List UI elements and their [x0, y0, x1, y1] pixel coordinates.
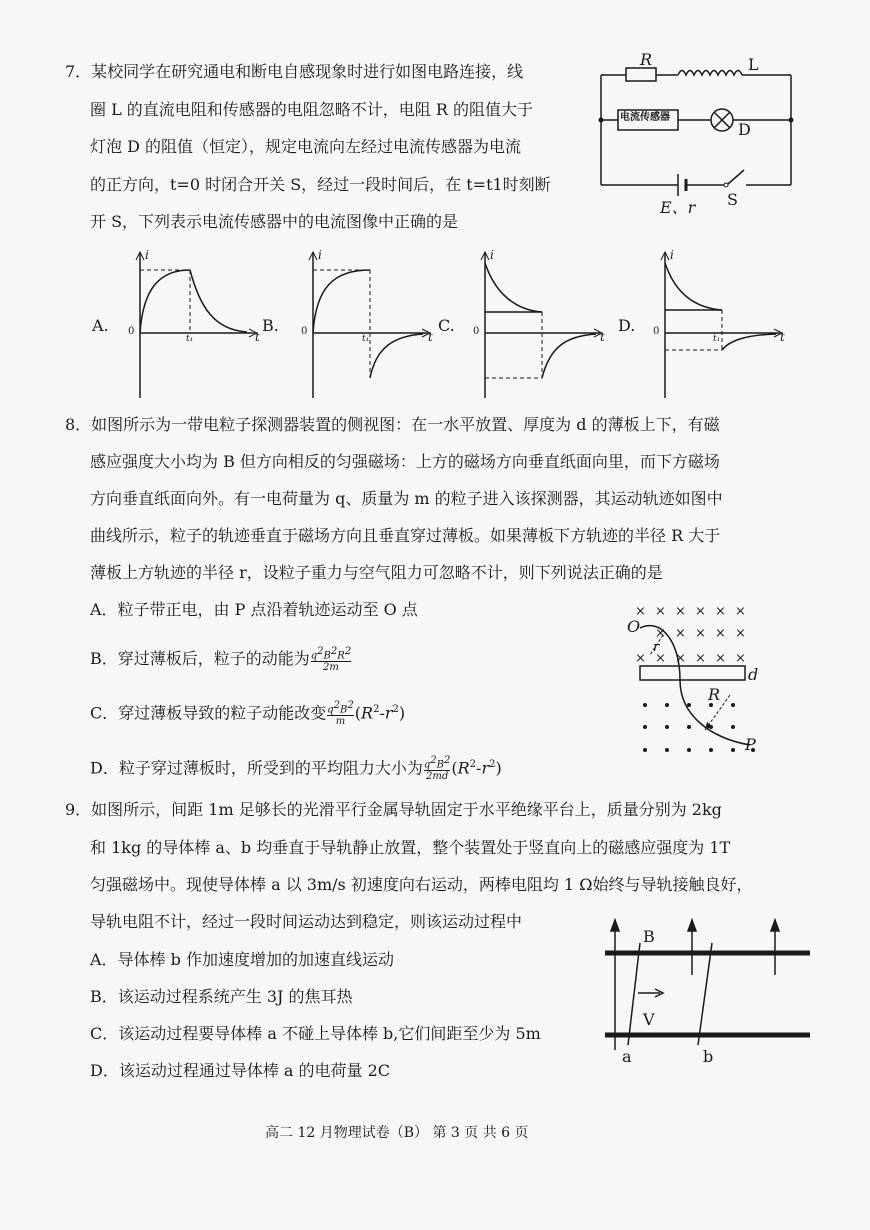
graph-d-t: t: [780, 330, 785, 344]
rod-b: [698, 943, 712, 1045]
rod-a: [628, 943, 640, 1045]
label-S: S: [727, 190, 738, 209]
label-R: R: [640, 50, 653, 69]
q8-line-4: 曲线所示，粒子的轨迹垂直于磁场方向且垂直穿过薄板。如果薄板下方轨迹的半径 R 大于: [90, 526, 721, 545]
q7-line-5: 开 S，下列表示电流传感器中的电流图像中正确的是: [90, 212, 459, 231]
q9-line-4: 导轨电阻不计，经过一段时间运动达到稳定，则该运动过程中: [90, 912, 523, 931]
svg-text:×: ×: [675, 651, 686, 666]
q8-option-d-formula: $\frac{q^2B^2}{2md}$: [423, 755, 451, 783]
field-arrows-B: [611, 920, 779, 1050]
q7-line-2: 圈 L 的直流电阻和传感器的电阻忽略不计，电阻 R 的阻值大于: [90, 100, 534, 119]
q9-line-2: 和 1kg 的导体棒 a、b 均垂直于导轨静止放置，整个装置处于竖直向上的磁感应强度为 1T: [90, 838, 731, 857]
svg-text:×: ×: [675, 626, 686, 641]
graph-a-t1: t₁: [186, 334, 194, 344]
graph-c-zero: 0: [473, 326, 480, 337]
svg-text:×: ×: [695, 651, 706, 666]
svg-text:×: ×: [675, 604, 686, 619]
q7-graph-a: [125, 248, 265, 403]
graph-a-t: t: [255, 330, 260, 344]
graph-b-t1: t₁: [362, 334, 370, 344]
q9-line-3: 匀强磁场中。现使导体棒 a 以 3m/s 初速度向右运动，两棒电阻均 1 Ω始终与导轨接触良好，: [90, 875, 753, 894]
q8-detector-figure: [625, 600, 765, 760]
graph-b-t: t: [428, 330, 433, 344]
q7-option-b[interactable]: B.: [262, 316, 279, 335]
q7-option-c[interactable]: C.: [438, 316, 455, 335]
q7-option-d[interactable]: D.: [618, 316, 636, 335]
inductor-coil: [678, 71, 742, 76]
graph-c-i: i: [490, 248, 494, 262]
q8-option-c-text: C．穿过薄板导致的粒子动能改变: [90, 703, 327, 723]
fig8-P: P: [745, 735, 756, 754]
graph-a-zero: 0: [128, 326, 135, 337]
graph-d-zero: 0: [653, 326, 660, 337]
q8-line-1: 8．如图所示为一带电粒子探测器装置的侧视图：在一水平放置、厚度为 d 的薄板上下，有磁: [65, 415, 720, 434]
q9-option-b[interactable]: B．该运动过程系统产生 3J 的焦耳热: [90, 987, 353, 1006]
svg-text:×: ×: [695, 604, 706, 619]
label-E-r: E、r: [660, 198, 696, 217]
label-current-sensor: 电流传感器: [620, 112, 670, 123]
q9-line-1: 9．如图所示，间距 1m 足够长的光滑平行金属导轨固定于水平绝缘平台上，质量分别为 2kg: [65, 800, 722, 819]
graph-b-i: i: [318, 248, 322, 262]
svg-text:×: ×: [735, 604, 746, 619]
fig9-B: B: [643, 927, 655, 946]
q8-line-5: 薄板上方轨迹的半径 r，设粒子重力与空气阻力可忽略不计，则下列说法正确的是: [90, 563, 663, 582]
graph-d-i: i: [670, 248, 674, 262]
q7-line-1: 7．某校同学在研究通电和断电自感现象时进行如图电路连接，线: [65, 62, 524, 81]
svg-text:×: ×: [635, 604, 646, 619]
q7-line-3: 灯泡 D 的阻值（恒定），规定电流向左经过电流传感器为电流: [90, 137, 522, 156]
q7-circuit-diagram: [596, 50, 806, 220]
svg-text:×: ×: [635, 651, 646, 666]
q9-option-c[interactable]: C．该运动过程要导体棒 a 不碰上导体棒 b,它们间距至少为 5m: [90, 1024, 541, 1043]
q8-line-3: 方向垂直纸面向外。有一电荷量为 q、质量为 m 的粒子进入该探测器，其运动轨迹如图中: [90, 489, 723, 508]
q7-graph-d: [650, 248, 790, 403]
svg-text:×: ×: [715, 626, 726, 641]
q7-graph-c: [470, 248, 610, 403]
svg-text:×: ×: [655, 626, 666, 641]
fig8-d: d: [748, 665, 759, 684]
q7-line-4: 的正方向，t=0 时闭合开关 S，经过一段时间后，在 t=t1时刻断: [90, 175, 551, 194]
svg-text:×: ×: [655, 651, 666, 666]
q8-option-d-text: D．粒子穿过薄板时，所受到的平均阻力大小为: [90, 758, 423, 778]
q8-option-b[interactable]: [90, 646, 352, 673]
svg-text:×: ×: [715, 651, 726, 666]
magnetic-field-into-page: [635, 604, 746, 666]
graph-d-t1: t₁: [713, 334, 721, 344]
fig8-O: O: [627, 617, 641, 636]
switch-S: [728, 170, 744, 184]
label-D: D: [738, 120, 751, 139]
q9-rails-figure: [600, 915, 815, 1065]
q8-option-c[interactable]: C．穿过薄板导致的粒子动能改变 $\frac{q^2B^2}{m}$ $(R^2-r^2)$: [90, 700, 406, 728]
fig8-R: R: [708, 685, 721, 704]
svg-text:×: ×: [655, 604, 666, 619]
graph-a-i: i: [145, 248, 149, 262]
magnetic-field-out-of-page: [643, 703, 755, 752]
graph-b-zero: 0: [301, 326, 308, 337]
graph-c-t: t: [600, 330, 605, 344]
page-footer: 高二 12 月物理试卷（B） 第 3 页 共 6 页: [265, 1125, 529, 1141]
q8-option-b-formula: $\frac{q^2B^2R^2}{2m}$: [310, 646, 352, 674]
svg-text:×: ×: [735, 626, 746, 641]
q8-line-2: 感应强度大小均为 B 但方向相反的匀强磁场：上方的磁场方向垂直纸面向里，而下方磁场: [90, 452, 720, 471]
fig9-a: a: [622, 1047, 632, 1066]
svg-text:×: ×: [715, 604, 726, 619]
thin-plate: [640, 666, 745, 680]
svg-text:×: ×: [735, 651, 746, 666]
fig8-r: r: [653, 640, 660, 655]
resistor-R: [626, 68, 656, 81]
q9-option-a[interactable]: A．导体棒 b 作加速度增加的加速直线运动: [90, 950, 394, 969]
q8-option-b-text: B．穿过薄板后，粒子的动能为: [90, 649, 310, 669]
q8-option-d[interactable]: D．粒子穿过薄板时，所受到的平均阻力大小为 $\frac{q^2B^2}{2md}$ $(R^2-r^2)$: [90, 755, 502, 783]
fig9-V: V: [643, 1010, 655, 1029]
q8-option-a[interactable]: A．粒子带正电，由 P 点沿着轨迹运动至 O 点: [90, 600, 418, 619]
q8-option-c-formula: $\frac{q^2B^2}{m}$: [327, 700, 354, 728]
svg-text:×: ×: [695, 626, 706, 641]
q7-graph-b: [298, 248, 438, 403]
label-L: L: [748, 55, 759, 74]
q7-option-a[interactable]: A.: [92, 316, 109, 335]
q9-option-d[interactable]: D．该运动过程通过导体棒 a 的电荷量 2C: [90, 1061, 391, 1080]
fig9-b: b: [703, 1047, 714, 1066]
